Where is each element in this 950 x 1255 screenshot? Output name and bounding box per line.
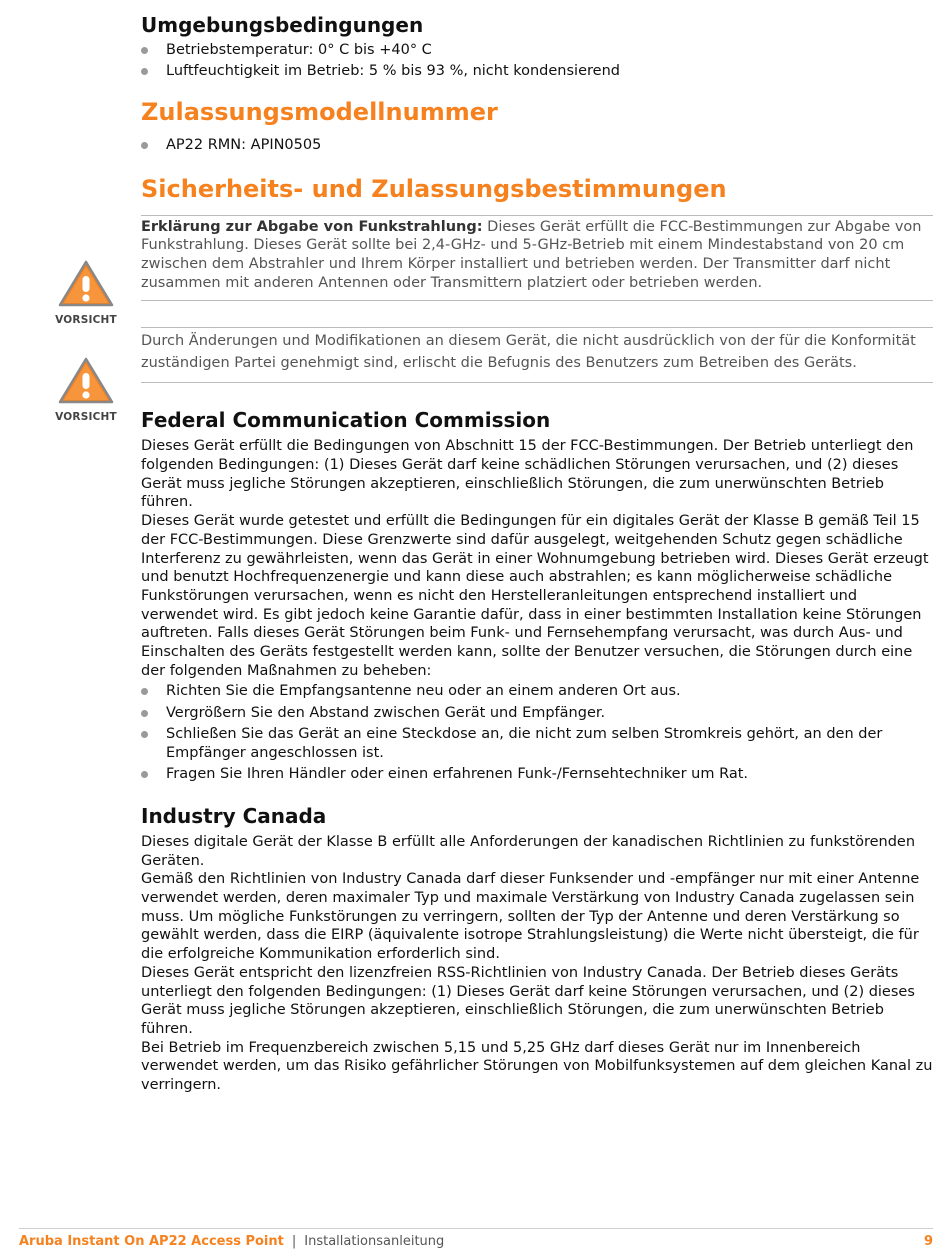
ic-paragraph-2: Gemäß den Richtlinien von Industry Canada darf dieser Funksender und -empfänger nur mit einer Antenne verwendet werden, deren maximaler Typ und maximale Verstärkung von Industry Canada zugelassen sein muss. Um mögliche Funkstörungen zu verringern, sollten der Typ der Antenne und deren Verstärkung so gewählt werden, dass die EIRP (äquivalente isotrope Strahlungsleistung) die Werte nicht übersteigt, die für die erfolgreiche Kommunikation erforderlich sind. bbox=[141, 871, 920, 963]
list-item: Richten Sie die Empfangsantenne neu oder an einem anderen Ort aus. bbox=[141, 682, 933, 701]
page-content bbox=[141, 12, 933, 1095]
ic-paragraph-3: Dieses Gerät entspricht den lizenzfreien RSS-Richtlinien von Industry Canada. Der Betrieb dieses Geräts unterliegt den folgenden Bedingungen: (1) Dieses Gerät darf keine Störungen verursachen, und (2) dieses Gerät muss jegliche Störungen akzeptieren, einschließlich Störungen, die zum unerwünschten Betrieb führen. bbox=[141, 964, 915, 1037]
caution-box-radiation bbox=[141, 215, 933, 302]
fcc-paragraph-2: Dieses Gerät wurde getestet und erfüllt die Bedingungen für ein digitales Gerät der Klasse B gemäß Teil 15 der FCC-Bestimmungen. Diese Grenzwerte sind dafür ausgelegt, weitgehenden Schutz gegen schädliche Interferenz zu gewährleisten, wenn das Gerät in einer Wohnumgebung betrieben wird. Dieses Gerät erzeugt und benutzt Hochfrequenzenergie und kann diese auch abstrahlen; es kann möglicherweise schädliche Funkstörungen verursachen, wenn es nicht den Herstelleranleitungen entsprechend installiert und verwendet wird. Es gibt jedoch keine Garantie dafür, dass in einer bestimmten Installation keine Störungen auftreten. Falls dieses Gerät Störungen beim Funk- und Fernsehempfang verursacht, was durch Aus- und Einschalten des Geräts festgestellt werden kann, sollte der Benutzer versuchen, die Störungen durch eine der folgenden Maßnahmen zu beheben: bbox=[141, 513, 929, 679]
env-list bbox=[141, 41, 933, 80]
footer-doc-title: Installationsanleitung bbox=[304, 1234, 445, 1249]
list-item: Betriebstemperatur: 0° C bis +40° C bbox=[141, 41, 933, 60]
page-number: 9 bbox=[923, 1234, 933, 1249]
warning-triangle-icon bbox=[57, 259, 115, 309]
ic-paragraph-1: Dieses digitale Gerät der Klasse B erfüllt alle Anforderungen der kanadischen Richtlinien zu funkstörenden Geräten. bbox=[141, 833, 916, 869]
caution-icon-2 bbox=[55, 356, 117, 423]
ic-paragraph-4: Bei Betrieb im Frequenzbereich zwischen 5,15 und 5,25 GHz darf dieses Gerät nur im Innenbereich verwendet werden, um das Risiko gefährlicher Störungen von Mobilfunksystemen auf dem gleichen Kanal zu verringern. bbox=[141, 1039, 933, 1094]
fcc-list bbox=[141, 682, 933, 784]
page-footer bbox=[19, 1228, 933, 1253]
caution-bold-label: Erklärung zur Abgabe von Funkstrahlung: bbox=[141, 218, 483, 235]
caution-text: Durch Änderungen und Modifikationen an diesem Gerät, die nicht ausdrücklich von der für die Konformität zuständigen Partei genehmigt sind, erlischt die Befugnis des Benutzers zum Betreiben des Geräts. bbox=[141, 333, 916, 372]
footer-brand: Aruba Instant On AP22 Access Point bbox=[19, 1234, 284, 1249]
caution-icon-1 bbox=[55, 259, 117, 326]
footer-separator: | bbox=[291, 1234, 297, 1249]
caution-label: VORSICHT bbox=[55, 411, 117, 423]
caution-label: VORSICHT bbox=[55, 314, 117, 326]
list-item: Luftfeuchtigkeit im Betrieb: 5 % bis 93 %, nicht kondensierend bbox=[141, 62, 933, 81]
caution-text: Dieses Gerät erfüllt die FCC-Bestimmungen zur Abgabe von Funkstrahlung. Dieses Gerät sollte bei 2,4-GHz- und 5-GHz-Betrieb mit einem Mindestabstand von 20 cm zwischen dem Abstrahler und Ihrem Körper installiert und betrieben werden. Der Transmitter darf nicht zusammen mit anderen Antennen oder Transmittern platziert oder betrieben werden. bbox=[141, 218, 922, 291]
list-item: Schließen Sie das Gerät an eine Steckdose an, die nicht zum selben Stromkreis gehört, an den der Empfänger angeschlossen ist. bbox=[141, 725, 933, 762]
model-heading: Zulassungsmodellnummer bbox=[141, 98, 498, 126]
list-item: Fragen Sie Ihren Händler oder einen erfahrenen Funk-/Fernsehtechniker um Rat. bbox=[141, 765, 933, 784]
model-list bbox=[141, 136, 933, 155]
safety-heading: Sicherheits- und Zulassungsbestimmungen bbox=[141, 174, 727, 203]
ic-heading: Industry Canada bbox=[141, 803, 327, 828]
list-item: Vergrößern Sie den Abstand zwischen Gerät und Empfänger. bbox=[141, 704, 933, 723]
warning-triangle-icon bbox=[57, 356, 115, 406]
env-heading: Umgebungsbedingungen bbox=[141, 13, 424, 37]
caution-box-modification bbox=[141, 327, 933, 383]
fcc-paragraph-1: Dieses Gerät erfüllt die Bedingungen von Abschnitt 15 der FCC-Bestimmungen. Der Betrieb unterliegt den folgenden Bedingungen: (1) Dieses Gerät darf keine schädlichen Störungen verursachen, und (2) dieses Gerät muss jegliche Störungen akzeptieren, einschließlich Störungen, die zum unerwünschten Betrieb führen. bbox=[141, 438, 914, 511]
list-item: AP22 RMN: APIN0505 bbox=[141, 136, 933, 155]
fcc-heading: Federal Communication Commission bbox=[141, 408, 551, 433]
